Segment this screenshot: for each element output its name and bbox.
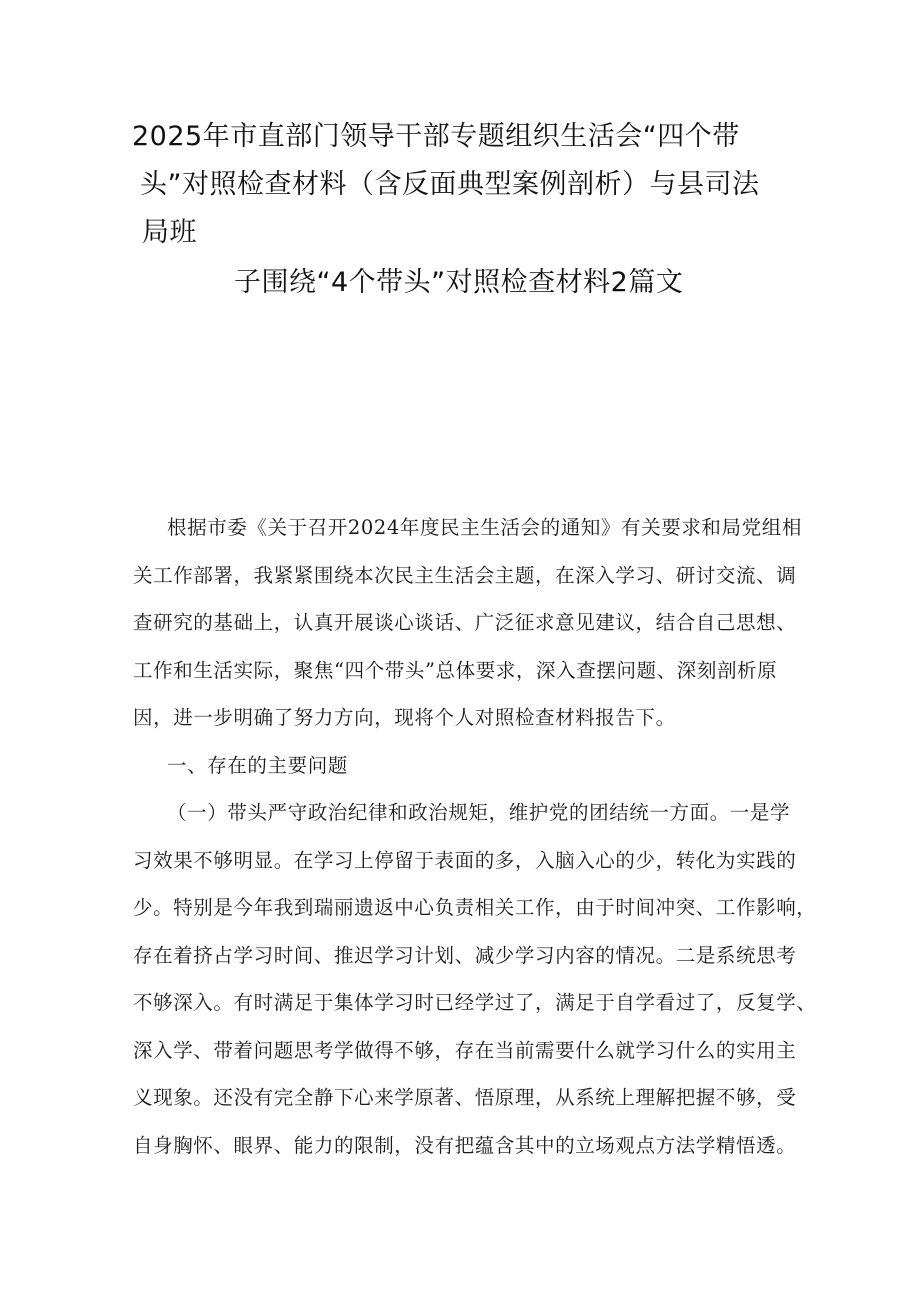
body-line-10: 存在着挤占学习时间、推迟学习计划、减少学习内容的情况。二是系统思考 (133, 944, 797, 967)
document-title-line-4: 子围绕“4个带头”对照检查材料2篇文 (234, 267, 684, 298)
body-line-7: （一）带头严守政治纪律和政治规矩，维护党的团结统一方面。一是学 (167, 801, 791, 824)
document-title-line-2: 头”对照检查材料（含反面典型案例剖析）与县司法 (140, 169, 760, 200)
body-line-2: 关工作部署，我紧紧围绕本次民主生活会主题，在深入学习、研讨交流、调 (133, 564, 797, 587)
body-line-11: 不够深入。有时满足于集体学习时已经学过了，满足于自学看过了，反复学、 (133, 991, 817, 1014)
body-line-5: 因，进一步明确了努力方向，现将个人对照检查材料报告下。 (133, 706, 676, 729)
body-line-4: 工作和生活实际，聚焦“四个带头”总体要求，深入查摆问题、深刻剖析原 (133, 659, 778, 682)
document-title-line-3: 局班 (142, 217, 197, 248)
body-line-13: 义现象。还没有完全静下心来学原著、悟原理，从系统上理解把握不够，受 (133, 1086, 797, 1109)
body-line-12: 深入学、带着问题思考学做得不够，存在当前需要什么就学习什么的实用主 (133, 1039, 797, 1062)
document-title-line-1: 2025年市直部门领导干部专题组织生活会“四个带 (132, 121, 740, 152)
body-line-9: 少。特别是今年我到瑞丽遗返中心负责相关工作，由于时间冲突、工作影响， (133, 896, 817, 919)
section-heading-problems: 一、存在的主要问题 (167, 754, 348, 777)
body-line-8: 习效果不够明显。在学习上停留于表面的多，入脑入心的少，转化为实践的 (133, 849, 797, 872)
body-line-1: 根据市委《关于召开2024年度民主生活会的通知》有关要求和局党组相 (167, 516, 802, 539)
body-line-3: 查研究的基础上，认真开展谈心谈话、广泛征求意见建议，结合自己思想、 (133, 611, 797, 634)
body-line-14: 自身胸怀、眼界、能力的限制，没有把蕴含其中的立场观点方法学精悟透。 (133, 1134, 797, 1157)
